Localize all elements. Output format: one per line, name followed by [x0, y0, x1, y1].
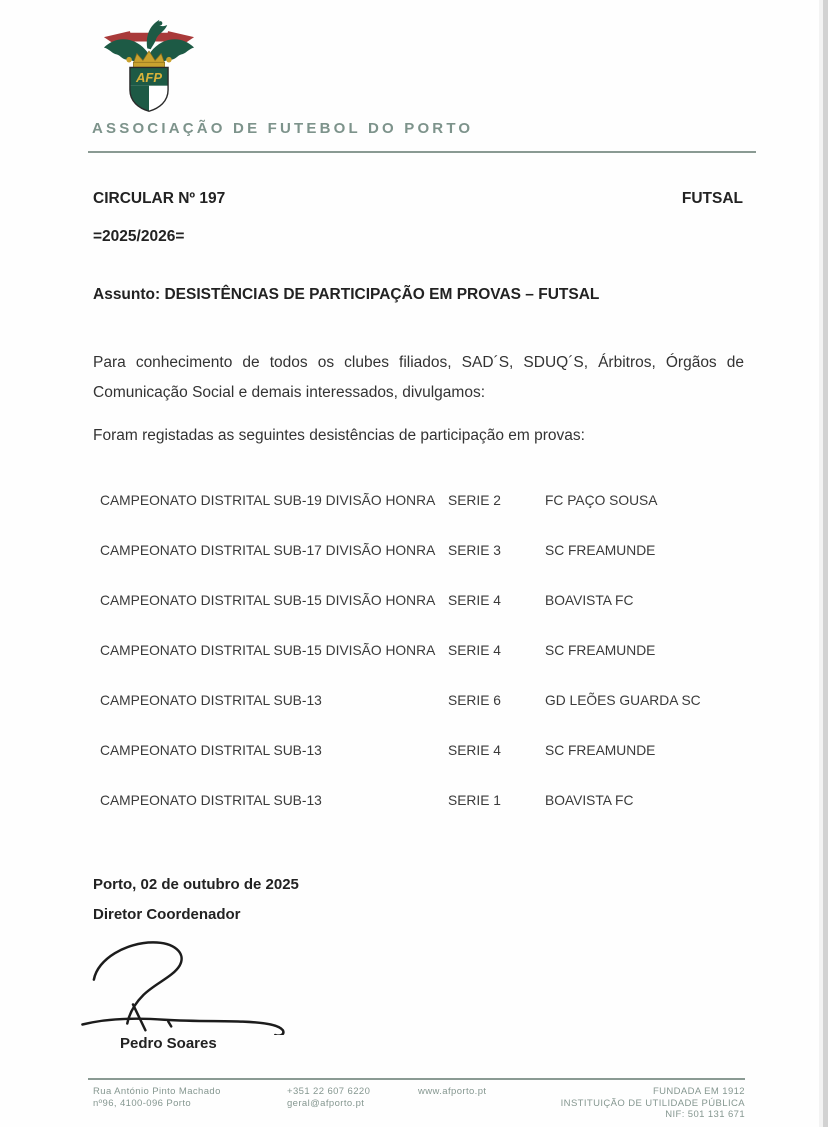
circular-number: CIRCULAR Nº 197 — [93, 190, 226, 207]
competition-cell: CAMPEONATO DISTRITAL SUB-15 DIVISÃO HONRA — [100, 643, 436, 658]
table-row — [100, 743, 744, 793]
header-divider — [88, 151, 756, 153]
table-row — [100, 693, 744, 743]
competition-cell: CAMPEONATO DISTRITAL SUB-15 DIVISÃO HONRA — [100, 593, 436, 608]
footer-founded: FUNDADA EM 1912 — [652, 1086, 745, 1097]
afp-crest-logo — [96, 12, 202, 116]
table-row — [100, 793, 744, 843]
competition-cell: CAMPEONATO DISTRITAL SUB-13 — [100, 793, 322, 808]
footer-contact — [287, 1086, 370, 1109]
footer-divider — [88, 1078, 745, 1080]
shield-icon — [130, 67, 168, 112]
table-row — [100, 543, 744, 593]
series-cell: SERIE 6 — [448, 693, 501, 708]
address-line2: nº96, 4100-096 Porto — [93, 1097, 192, 1109]
competition-cell: CAMPEONATO DISTRITAL SUB-17 DIVISÃO HONRA — [100, 543, 436, 558]
category-label: FUTSAL — [681, 190, 743, 207]
footer-legal — [561, 1086, 745, 1121]
org-wordmark: ASSOCIAÇÃO DE FUTEBOL DO PORTO — [92, 120, 474, 137]
footer-nif: NIF: 501 131 671 — [665, 1109, 745, 1120]
club-cell: GD LEÕES GUARDA SC — [545, 693, 701, 708]
club-cell: SC FREAMUNDE — [545, 743, 656, 758]
club-cell: BOAVISTA FC — [545, 793, 634, 808]
season-label: =2025/2026= — [93, 228, 185, 245]
table-row — [100, 493, 744, 543]
subject-line: Assunto: DESISTÊNCIAS DE PARTICIPAÇÃO EM PROVAS – FUTSAL — [93, 286, 600, 303]
club-cell: FC PAÇO SOUSA — [545, 493, 658, 508]
footer-institution: INSTITUIÇÃO DE UTILIDADE PÚBLICA — [560, 1097, 745, 1109]
footer-address — [93, 1086, 221, 1109]
table-row — [100, 643, 744, 693]
footer-website: www.afporto.pt — [418, 1086, 487, 1097]
competition-cell: CAMPEONATO DISTRITAL SUB-13 — [100, 743, 322, 758]
competition-cell: CAMPEONATO DISTRITAL SUB-13 — [100, 693, 322, 708]
competition-cell: CAMPEONATO DISTRITAL SUB-19 DIVISÃO HONRA — [100, 493, 436, 508]
series-cell: SERIE 4 — [448, 593, 501, 608]
announcement-paragraph: Foram registadas as seguintes desistências de participação em provas: — [93, 427, 585, 444]
scan-edge-strip — [819, 0, 828, 1127]
series-cell: SERIE 4 — [448, 643, 501, 658]
circular-header-row — [93, 190, 743, 208]
club-cell: SC FREAMUNDE — [545, 543, 656, 558]
series-cell: SERIE 1 — [448, 793, 501, 808]
logo-letters: AFP — [136, 69, 162, 85]
withdrawals-table — [100, 493, 744, 843]
club-cell: BOAVISTA FC — [545, 593, 634, 608]
signer-role: Diretor Coordenador — [93, 906, 241, 923]
club-cell: SC FREAMUNDE — [545, 643, 656, 658]
table-row — [100, 593, 744, 643]
signer-name: Pedro Soares — [120, 1035, 217, 1052]
intro-paragraph: Para conhecimento de todos os clubes filiados, SAD´S, SDUQ´S, Árbitros, Órgãos de Comunicação Social e demais interessados, divulgamos: — [93, 354, 744, 401]
footer-email: geral@afporto.pt — [287, 1097, 365, 1109]
signature-scribble-icon — [78, 930, 293, 1035]
place-date: Porto, 02 de outubro de 2025 — [93, 876, 299, 893]
series-cell: SERIE 2 — [448, 493, 501, 508]
series-cell: SERIE 4 — [448, 743, 501, 758]
address-line1: Rua António Pinto Machado — [93, 1086, 221, 1097]
footer-phone: +351 22 607 6220 — [287, 1086, 371, 1097]
series-cell: SERIE 3 — [448, 543, 501, 558]
